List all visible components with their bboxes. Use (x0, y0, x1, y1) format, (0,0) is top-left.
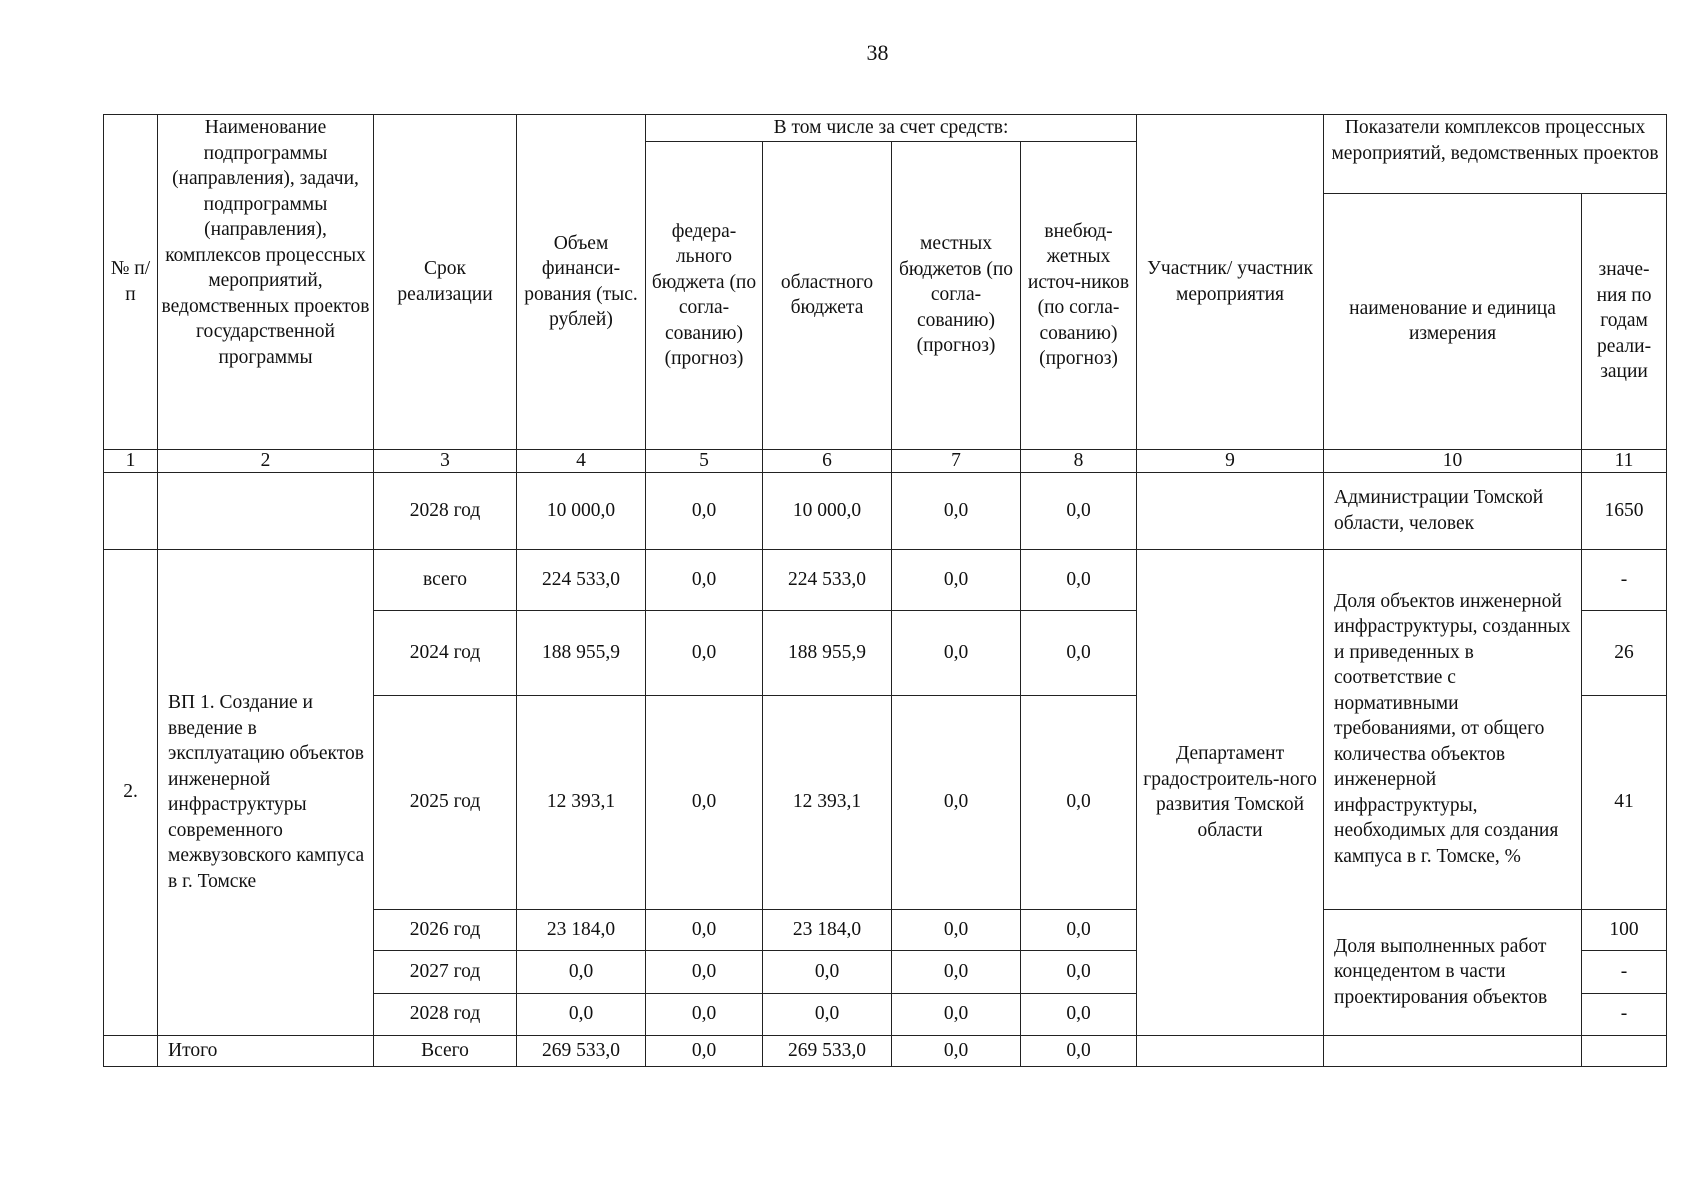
period-cell: 2024 год (374, 610, 517, 695)
extra-cell: 0,0 (1021, 950, 1137, 993)
regional-cell: 0,0 (763, 950, 892, 993)
indicator-value-cell: 1650 (1582, 472, 1667, 549)
header-col-number: № п/п (104, 115, 158, 450)
indicator-value-cell: - (1582, 950, 1667, 993)
indicator-value-cell: 100 (1582, 909, 1667, 950)
column-number: 6 (763, 449, 892, 472)
extra-cell: 0,0 (1021, 1035, 1137, 1066)
section-name: ВП 1. Создание и введение в эксплуатацию объектов инженерной инфраструктуры современного межвузовского кампуса в г. Томске (158, 549, 374, 1035)
total-label: Итого (158, 1035, 374, 1066)
table-row (104, 549, 1667, 610)
volume-cell: 0,0 (517, 993, 646, 1035)
volume-cell: 269 533,0 (517, 1035, 646, 1066)
period-cell: 2028 год (374, 472, 517, 549)
extra-cell: 0,0 (1021, 909, 1137, 950)
federal-cell: 0,0 (646, 909, 763, 950)
federal-cell: 0,0 (646, 610, 763, 695)
federal-cell: 0,0 (646, 695, 763, 909)
extra-cell: 0,0 (1021, 695, 1137, 909)
local-cell: 0,0 (892, 993, 1021, 1035)
header-col-regional: областного бюджета (763, 141, 892, 449)
indicator-value-cell: 41 (1582, 695, 1667, 909)
page-number: 38 (866, 40, 889, 65)
column-numbers-row (104, 449, 1667, 472)
header-col-indicator-name: наименование и единица измерения (1324, 193, 1582, 449)
budget-table (103, 114, 1667, 1067)
extra-cell: 0,0 (1021, 993, 1137, 1035)
row-number-cell (104, 472, 158, 549)
column-number: 11 (1582, 449, 1667, 472)
volume-cell: 10 000,0 (517, 472, 646, 549)
period-cell: 2027 год (374, 950, 517, 993)
participant-cell (1137, 472, 1324, 549)
section-indicator-2: Доля выполненных работ концедентом в части проектирования объектов (1324, 909, 1582, 1035)
header-col-participant: Участник/ участник мероприятия (1137, 115, 1324, 450)
regional-cell: 224 533,0 (763, 549, 892, 610)
federal-cell: 0,0 (646, 993, 763, 1035)
header-col-indicator-values: значе-ния по годам реали-зации (1582, 193, 1667, 449)
table-row (104, 472, 1667, 549)
period-cell: Всего (374, 1035, 517, 1066)
volume-cell: 224 533,0 (517, 549, 646, 610)
volume-cell: 188 955,9 (517, 610, 646, 695)
section-number: 2. (104, 549, 158, 1035)
local-cell: 0,0 (892, 950, 1021, 993)
volume-cell: 0,0 (517, 950, 646, 993)
local-cell: 0,0 (892, 610, 1021, 695)
section-participant: Департамент градостроитель-ного развития Томской области (1137, 549, 1324, 1035)
header-col-period: Срок реализации (374, 115, 517, 450)
regional-cell: 10 000,0 (763, 472, 892, 549)
volume-cell: 23 184,0 (517, 909, 646, 950)
extra-cell: 0,0 (1021, 549, 1137, 610)
federal-cell: 0,0 (646, 950, 763, 993)
local-cell: 0,0 (892, 472, 1021, 549)
header-col-extra: внебюд-жетных источ-ников (по согла-сованию) (прогноз) (1021, 141, 1137, 449)
header-group-indicators: Показатели комплексов процессных мероприятий, ведомственных проектов (1324, 115, 1667, 194)
federal-cell: 0,0 (646, 472, 763, 549)
row-number-cell (104, 1035, 158, 1066)
column-number: 4 (517, 449, 646, 472)
period-cell: всего (374, 549, 517, 610)
volume-cell: 12 393,1 (517, 695, 646, 909)
extra-cell: 0,0 (1021, 610, 1137, 695)
local-cell: 0,0 (892, 695, 1021, 909)
regional-cell: 23 184,0 (763, 909, 892, 950)
column-number: 5 (646, 449, 763, 472)
indicator-value-cell: - (1582, 549, 1667, 610)
period-cell: 2028 год (374, 993, 517, 1035)
regional-cell: 0,0 (763, 993, 892, 1035)
federal-cell: 0,0 (646, 1035, 763, 1066)
header-col-local: местных бюджетов (по согла-сованию) (прогноз) (892, 141, 1021, 449)
indicator-cell (1324, 1035, 1582, 1066)
total-row (104, 1035, 1667, 1066)
header-col-federal: федера-льного бюджета (по согла-сованию) (прогноз) (646, 141, 763, 449)
indicator-value-cell (1582, 1035, 1667, 1066)
column-number: 8 (1021, 449, 1137, 472)
column-number: 9 (1137, 449, 1324, 472)
column-number: 1 (104, 449, 158, 472)
header-col-name: Наименование подпрограммы (направления), задачи, подпрограммы (направления), комплексов процессных мероприятий, ведомственных проектов государственной программы (158, 115, 374, 450)
participant-cell (1137, 1035, 1324, 1066)
period-cell: 2026 год (374, 909, 517, 950)
regional-cell: 12 393,1 (763, 695, 892, 909)
extra-cell: 0,0 (1021, 472, 1137, 549)
indicator-cell: Администрации Томской области, человек (1324, 472, 1582, 549)
regional-cell: 269 533,0 (763, 1035, 892, 1066)
local-cell: 0,0 (892, 909, 1021, 950)
regional-cell: 188 955,9 (763, 610, 892, 695)
header-group-funding: В том числе за счет средств: (646, 115, 1137, 142)
local-cell: 0,0 (892, 549, 1021, 610)
header-row-1 (104, 115, 1667, 142)
column-number: 7 (892, 449, 1021, 472)
indicator-value-cell: - (1582, 993, 1667, 1035)
column-number: 10 (1324, 449, 1582, 472)
column-number: 2 (158, 449, 374, 472)
section-indicator-1: Доля объектов инженерной инфраструктуры, созданных и приведенных в соответствие с нормативными требованиями, от общего количества объектов инженерной инфраструктуры, необходимых для создания кампуса в г. Томске, % (1324, 549, 1582, 909)
federal-cell: 0,0 (646, 549, 763, 610)
indicator-value-cell: 26 (1582, 610, 1667, 695)
row-name-cell (158, 472, 374, 549)
period-cell: 2025 год (374, 695, 517, 909)
header-col-volume: Объем финанси-рования (тыс. рублей) (517, 115, 646, 450)
local-cell: 0,0 (892, 1035, 1021, 1066)
column-number: 3 (374, 449, 517, 472)
